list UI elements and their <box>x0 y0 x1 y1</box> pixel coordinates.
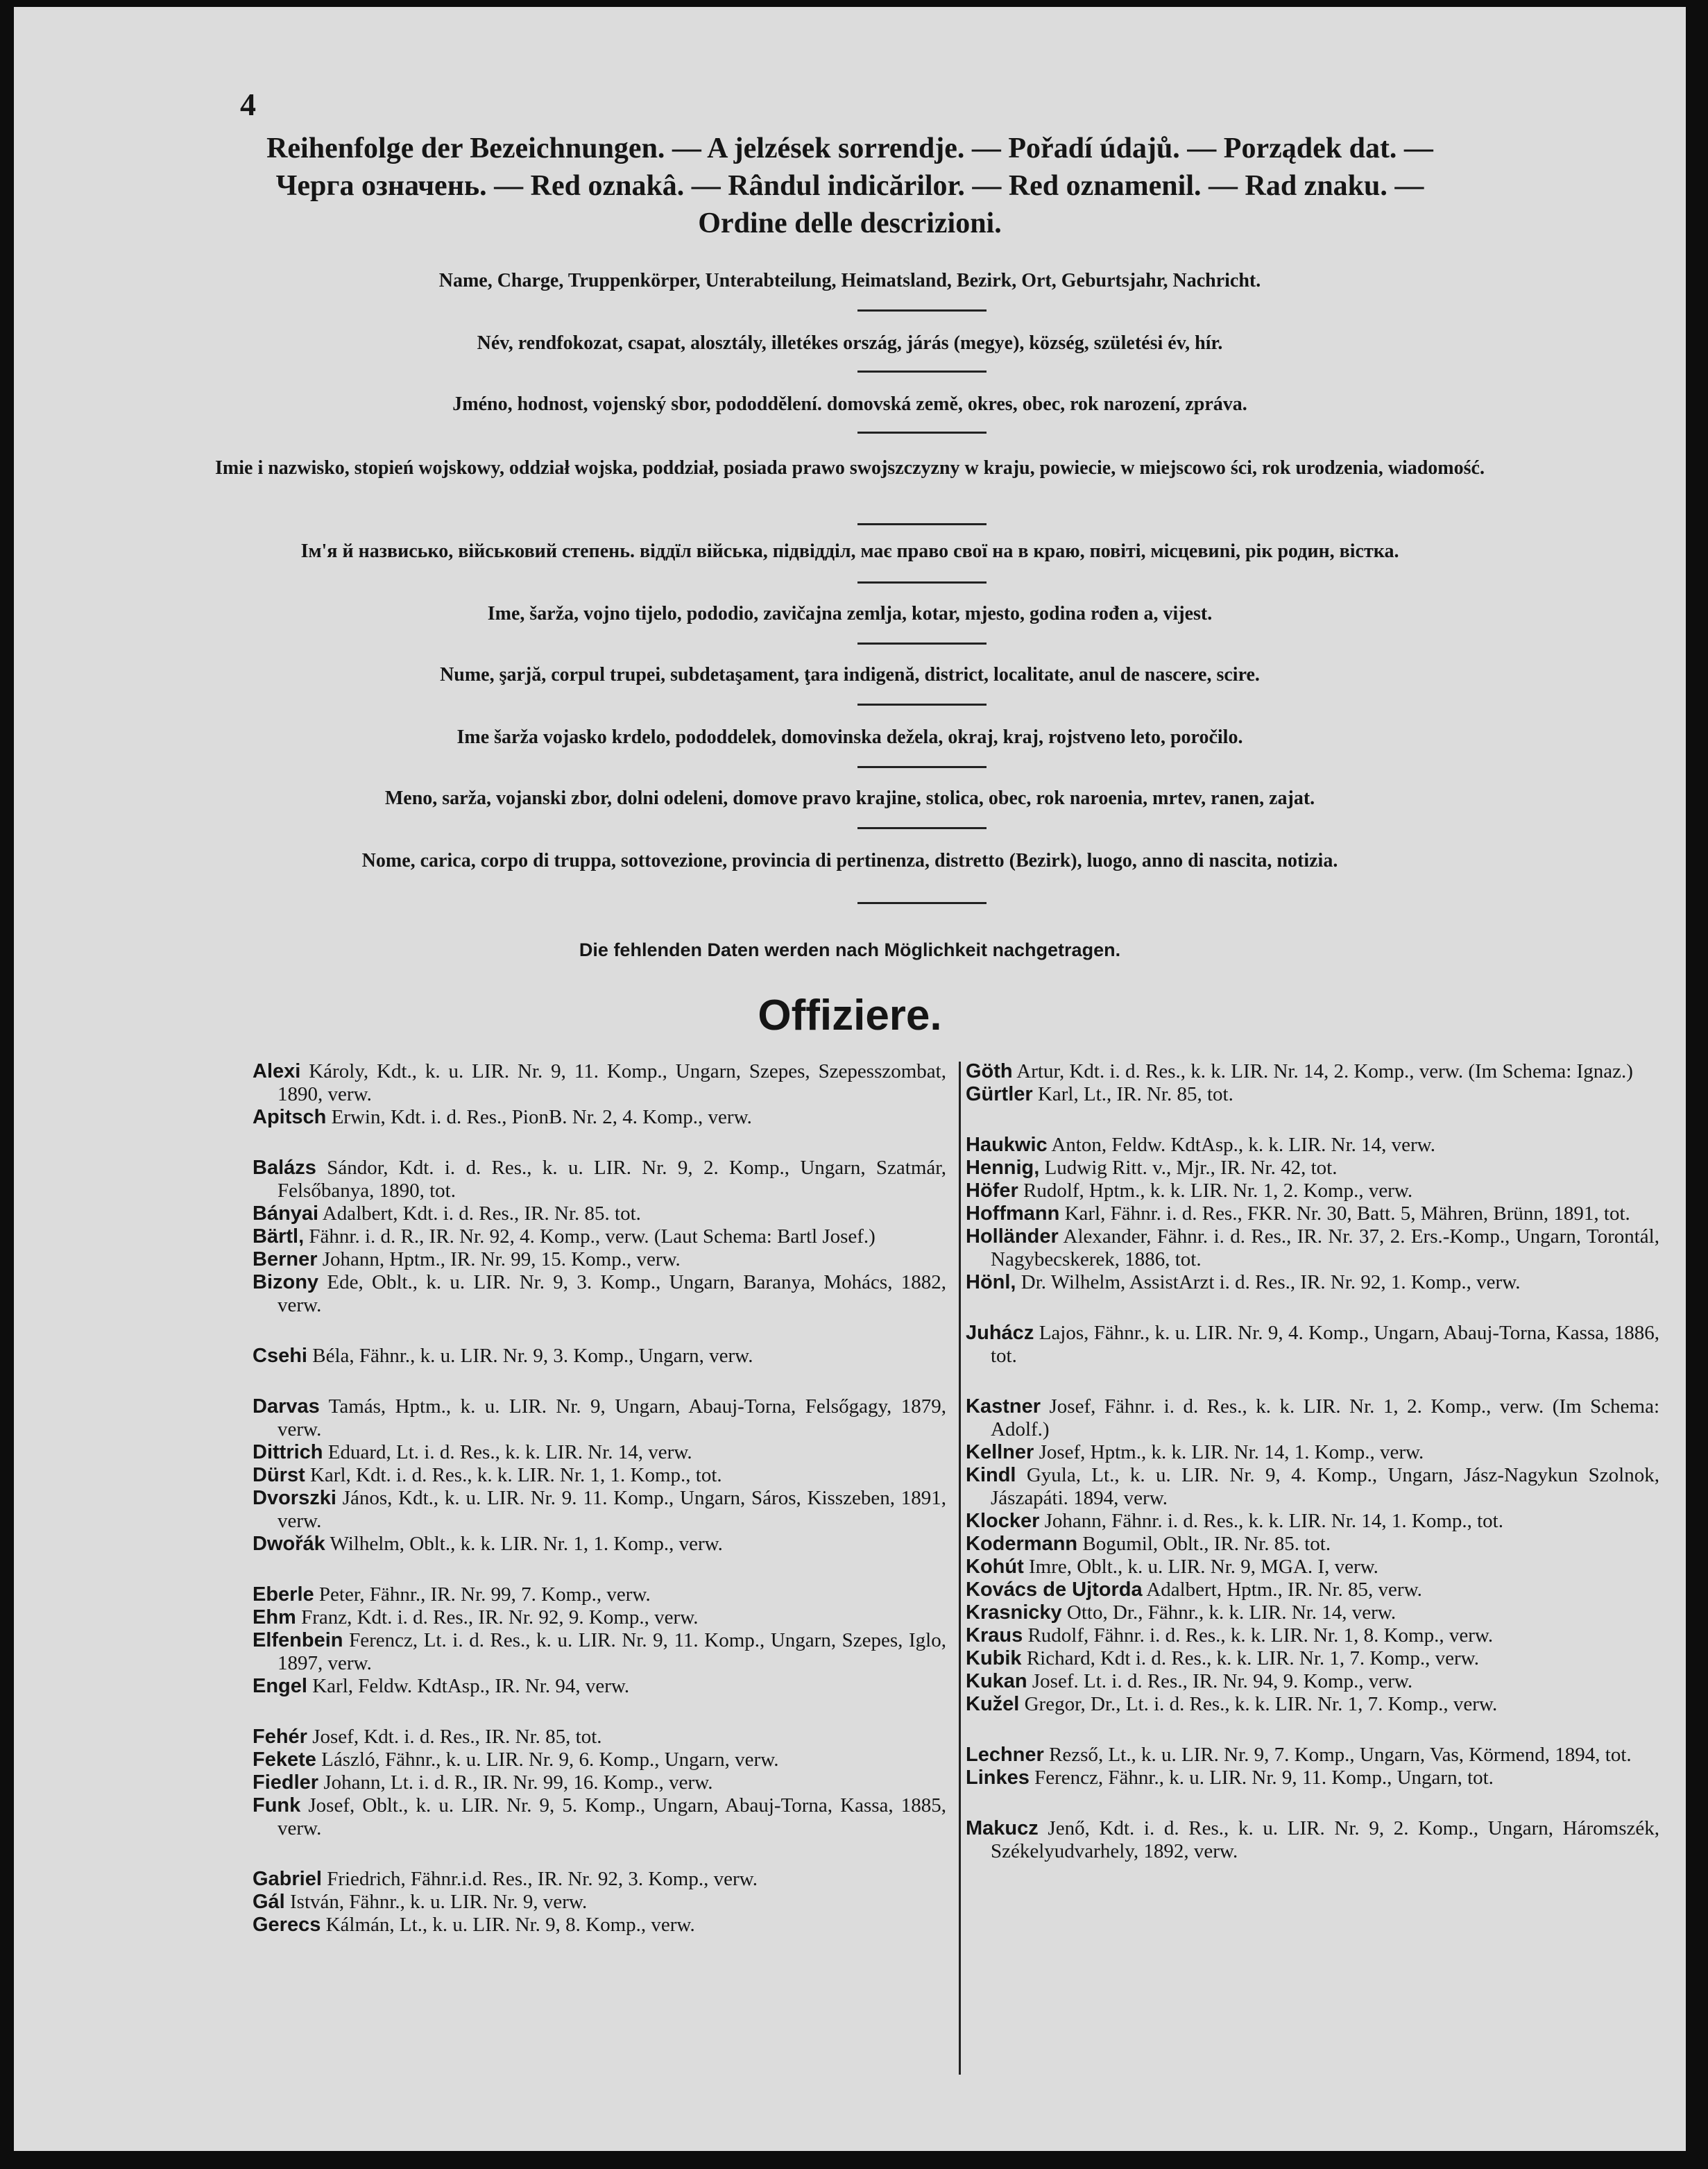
list-entry <box>966 1579 1659 1601</box>
entry-group <box>966 1744 1659 1789</box>
surname: Kellner <box>966 1441 1034 1463</box>
surname: Kubik <box>966 1647 1022 1669</box>
entry-details: Eduard, Lt. i. d. Res., k. k. LIR. Nr. 14, verw. <box>323 1441 692 1463</box>
entry-details: Peter, Fähnr., IR. Nr. 99, 7. Komp., verw. <box>314 1583 651 1606</box>
language-line-sk: Meno, sarža, vojanski zbor, dolni odeleni, domove pravo krajine, stolica, obec, rok naroenia, mrtev, ranen, zajat. <box>384 788 1315 809</box>
entry-details: Josef. Lt. i. d. Res., IR. Nr. 94, 9. Komp., verw. <box>1027 1670 1413 1692</box>
column-divider <box>959 1062 961 2075</box>
right-column <box>966 1060 1659 1891</box>
surname: Apitsch <box>253 1106 327 1128</box>
entry-details: Kálmán, Lt., k. u. LIR. Nr. 9, 8. Komp., verw. <box>321 1914 695 1936</box>
surname: Kraus <box>966 1624 1023 1647</box>
list-entry <box>966 1060 1659 1083</box>
entry-details: Jenő, Kdt. i. d. Res., k. u. LIR. Nr. 9, 2. Komp., Ungarn, Háromszék, Székelyudvarhely, 1892, verw. <box>991 1817 1659 1862</box>
entry-details: Josef, Hptm., k. k. LIR. Nr. 14, 1. Komp., verw. <box>1034 1441 1424 1463</box>
list-entry <box>966 1322 1659 1368</box>
surname: Fekete <box>253 1749 316 1771</box>
entry-group <box>253 1157 946 1317</box>
entry-details: Karl, Feldw. KdtAsp., IR. Nr. 94, verw. <box>307 1675 630 1697</box>
list-entry <box>253 1202 946 1225</box>
surname: Dittrich <box>253 1441 323 1463</box>
list-entry <box>253 1629 946 1675</box>
list-entry <box>253 1583 946 1606</box>
entry-details: Josef, Kdt. i. d. Res., IR. Nr. 85, tot. <box>307 1726 602 1748</box>
surname: Hennig, <box>966 1157 1040 1179</box>
language-line-pl: Imie i nazwisko, stopień wojskowy, oddział wojska, poddział, posiada prawo swojszczyzny w kraju, powiecie, w miejscowo ści, rok urodzenia, wiadomość. <box>215 457 1485 479</box>
entry-details: Gregor, Dr., Lt. i. d. Res., k. k. LIR. Nr. 1, 7. Komp., verw. <box>1019 1693 1498 1715</box>
surname: Ehm <box>253 1606 296 1628</box>
surname: Darvas <box>253 1395 320 1418</box>
list-entry <box>253 1914 946 1937</box>
entry-details: Karl, Fähnr. i. d. Res., FKR. Nr. 30, Batt. 5, Mähren, Brünn, 1891, tot. <box>1059 1202 1630 1225</box>
entry-details: Ferencz, Lt. i. d. Res., k. u. LIR. Nr. 9, 11. Komp., Ungarn, Szepes, Iglo, 1897, verw. <box>277 1629 946 1674</box>
list-entry <box>253 1606 946 1629</box>
language-line-cs: Jméno, hodnost, vojenský sbor, pododdělení. domovská země, okres, obec, rok narození, zpráva. <box>452 393 1247 415</box>
surname: Funk <box>253 1794 301 1817</box>
language-line-uk: Ім'я й назвисько, військовий степень. віддїл війська, підвідділ, має право свої на в краю, повіті, місцевиnі, рік родин, вістка. <box>300 541 1399 562</box>
document-page <box>14 7 1686 2151</box>
separator-rule <box>857 309 987 312</box>
entry-details: Dr. Wilhelm, AssistArzt i. d. Res., IR. Nr. 92, 1. Komp., verw. <box>1016 1271 1521 1293</box>
surname: Makucz <box>966 1817 1039 1839</box>
entry-details: Rudolf, Hptm., k. k. LIR. Nr. 1, 2. Komp., verw. <box>1018 1180 1413 1202</box>
entry-details: Ede, Oblt., k. u. LIR. Nr. 9, 3. Komp., Ungarn, Baranya, Mohács, 1882, verw. <box>277 1271 946 1316</box>
entry-group <box>253 1345 946 1368</box>
surname: Elfenbein <box>253 1629 343 1651</box>
list-entry <box>966 1225 1659 1271</box>
entry-details: Josef, Fähnr. i. d. Res., k. k. LIR. Nr. 1, 2. Komp., verw. (Im Schema: Adolf.) <box>991 1395 1659 1440</box>
entry-details: Ferencz, Fähnr., k. u. LIR. Nr. 9, 11. Komp., Ungarn, tot. <box>1029 1767 1494 1789</box>
list-entry <box>253 1464 946 1487</box>
missing-data-note: Die fehlenden Daten werden nach Möglichkeit nachgetragen. <box>579 939 1121 960</box>
list-entry <box>253 1771 946 1794</box>
entry-details: Fähnr. i. d. R., IR. Nr. 92, 4. Komp., verw. (Laut Schema: Bartl Josef.) <box>304 1225 876 1248</box>
entry-details: Karl, Lt., IR. Nr. 85, tot. <box>1032 1083 1233 1105</box>
left-column <box>253 1060 946 1964</box>
list-entry <box>966 1533 1659 1556</box>
entry-details: Johann, Hptm., IR. Nr. 99, 15. Komp., verw. <box>317 1248 681 1270</box>
language-line-it: Nome, carica, corpo di truppa, sottovezione, provincia di pertinenza, distretto (Bezirk), luogo, anno di nascita, notizia. <box>361 850 1338 871</box>
list-entry <box>253 1271 946 1317</box>
entry-details: Anton, Feldw. KdtAsp., k. k. LIR. Nr. 14, verw. <box>1047 1134 1435 1156</box>
surname: Dvorszki <box>253 1487 336 1509</box>
surname: Haukwic <box>966 1134 1048 1156</box>
entry-group <box>966 1060 1659 1106</box>
language-line-ro: Nume, şarjă, corpul trupei, subdetaşament, ţara indigenă, district, localitate, anul de nascere, scire. <box>440 664 1260 686</box>
list-entry <box>253 1225 946 1248</box>
list-entry <box>966 1510 1659 1533</box>
surname: Fiedler <box>253 1771 319 1794</box>
list-entry <box>253 1749 946 1771</box>
entry-group <box>253 1726 946 1840</box>
list-entry <box>966 1767 1659 1789</box>
entry-details: Imre, Oblt., k. u. LIR. Nr. 9, MGA. I, verw. <box>1023 1556 1378 1578</box>
list-entry <box>966 1157 1659 1180</box>
separator-rule <box>857 523 987 525</box>
entry-details: István, Fähnr., k. u. LIR. Nr. 9, verw. <box>284 1891 588 1913</box>
surname: Krasnicky <box>966 1601 1062 1624</box>
entry-details: Karl, Kdt. i. d. Res., k. k. LIR. Nr. 1, 1. Komp., tot. <box>305 1464 722 1486</box>
list-entry <box>253 1157 946 1202</box>
entry-group <box>966 1395 1659 1716</box>
surname: Berner <box>253 1248 318 1270</box>
entry-details: Lajos, Fähnr., k. u. LIR. Nr. 9, 4. Komp., Ungarn, Abauj-Torna, Kassa, 1886, tot. <box>991 1322 1659 1367</box>
entry-details: Artur, Kdt. i. d. Res., k. k. LIR. Nr. 14, 2. Komp., verw. (Im Schema: Ignaz.) <box>1012 1060 1633 1082</box>
surname: Bányai <box>253 1202 319 1225</box>
entry-group <box>253 1868 946 1937</box>
header-line-2: Черга означень. — Red oznakâ. — Rândul indicărilor. — Red oznamenil. — Rad znaku. — <box>275 170 1424 202</box>
surname: Csehi <box>253 1345 307 1367</box>
entry-details: Richard, Kdt i. d. Res., k. k. LIR. Nr. 1, 7. Komp., verw. <box>1021 1647 1479 1669</box>
list-entry <box>966 1134 1659 1157</box>
entry-details: Ludwig Ritt. v., Mjr., IR. Nr. 42, tot. <box>1039 1157 1338 1179</box>
entry-details: Johann, Lt. i. d. R., IR. Nr. 99, 16. Komp., verw. <box>318 1771 713 1794</box>
surname: Göth <box>966 1060 1013 1082</box>
entry-group <box>966 1322 1659 1368</box>
entry-details: Tamás, Hptm., k. u. LIR. Nr. 9, Ungarn, Abauj-Torna, Felsőgagy, 1879, verw. <box>277 1395 946 1440</box>
list-entry <box>966 1083 1659 1106</box>
list-entry <box>966 1441 1659 1464</box>
list-entry <box>966 1693 1659 1716</box>
surname: Hönl, <box>966 1271 1016 1293</box>
entry-group <box>966 1134 1659 1294</box>
list-entry <box>253 1395 946 1441</box>
surname: Fehér <box>253 1726 307 1748</box>
entry-group <box>253 1583 946 1698</box>
entry-details: Otto, Dr., Fähnr., k. k. LIR. Nr. 14, verw. <box>1061 1601 1397 1624</box>
list-entry <box>253 1106 946 1129</box>
entry-details: Johann, Fähnr. i. d. Res., k. k. LIR. Nr. 14, 1. Komp., tot. <box>1039 1510 1503 1532</box>
separator-rule <box>857 827 987 829</box>
entry-details: Josef, Oblt., k. u. LIR. Nr. 9, 5. Komp., Ungarn, Abauj-Torna, Kassa, 1885, verw. <box>277 1794 946 1839</box>
entry-group <box>966 1817 1659 1863</box>
surname: Hoffmann <box>966 1202 1060 1225</box>
surname: Gál <box>253 1891 285 1913</box>
list-entry <box>253 1726 946 1749</box>
list-entry <box>966 1647 1659 1670</box>
language-line-sl: Ime šarža vojasko krdelo, pododdelek, domovinska dežela, okraj, kraj, rojstveno leto, poročilo. <box>456 726 1243 748</box>
entry-group <box>253 1060 946 1129</box>
list-entry <box>966 1271 1659 1294</box>
entry-details: Bogumil, Oblt., IR. Nr. 85. tot. <box>1077 1533 1331 1555</box>
header-line-3: Ordine delle descrizioni. <box>698 207 1002 239</box>
section-title: Offiziere. <box>758 992 942 1039</box>
list-entry <box>253 1675 946 1698</box>
language-line-hr: Ime, šarža, vojno tijelo, pododio, zavičajna zemlja, kotar, mjesto, godina rođen a, vijest. <box>487 603 1213 624</box>
surname: Holländer <box>966 1225 1059 1248</box>
list-entry <box>966 1202 1659 1225</box>
list-entry <box>253 1248 946 1271</box>
surname: Gabriel <box>253 1868 322 1890</box>
separator-rule <box>857 643 987 645</box>
surname: Kohút <box>966 1556 1024 1578</box>
entry-details: Adalbert, Hptm., IR. Nr. 85, verw. <box>1142 1579 1422 1601</box>
surname: Balázs <box>253 1157 316 1179</box>
entry-details: János, Kdt., k. u. LIR. Nr. 9. 11. Komp., Ungarn, Sáros, Kisszeben, 1891, verw. <box>277 1487 946 1532</box>
surname: Klocker <box>966 1510 1040 1532</box>
surname: Kužel <box>966 1693 1020 1715</box>
list-entry <box>966 1464 1659 1510</box>
list-entry <box>253 1441 946 1464</box>
separator-rule <box>857 432 987 434</box>
entry-details: Béla, Fähnr., k. u. LIR. Nr. 9, 3. Komp., Ungarn, verw. <box>307 1345 753 1367</box>
surname: Kastner <box>966 1395 1041 1418</box>
separator-rule <box>857 766 987 768</box>
entry-details: Sándor, Kdt. i. d. Res., k. u. LIR. Nr. 9, 2. Komp., Ungarn, Szatmár, Felsőbanya, 1890, tot. <box>277 1157 946 1202</box>
surname: Kindl <box>966 1464 1016 1486</box>
entry-details: Wilhelm, Oblt., k. k. LIR. Nr. 1, 1. Komp., verw. <box>325 1533 723 1555</box>
list-entry <box>253 1345 946 1368</box>
entry-details: Franz, Kdt. i. d. Res., IR. Nr. 92, 9. Komp., verw. <box>296 1606 699 1628</box>
separator-rule <box>857 902 987 904</box>
list-entry <box>966 1670 1659 1693</box>
surname: Alexi <box>253 1060 301 1082</box>
surname: Lechner <box>966 1744 1044 1766</box>
entry-details: Gyula, Lt., k. u. LIR. Nr. 9, 4. Komp., Ungarn, Jász-Nagykun Szolnok, Jászapáti. 1894, verw. <box>991 1464 1659 1509</box>
entry-group <box>253 1395 946 1556</box>
surname: Dürst <box>253 1464 305 1486</box>
list-entry <box>966 1180 1659 1202</box>
surname: Kodermann <box>966 1533 1078 1555</box>
list-entry <box>253 1794 946 1840</box>
list-entry <box>253 1533 946 1556</box>
entry-details: Friedrich, Fähnr.i.d. Res., IR. Nr. 92, 3. Komp., verw. <box>321 1868 758 1890</box>
language-line-de: Name, Charge, Truppenkörper, Unterabteilung, Heimatsland, Bezirk, Ort, Geburtsjahr, Nachricht. <box>438 270 1261 291</box>
entry-details: Alexander, Fähnr. i. d. Res., IR. Nr. 37, 2. Ers.-Komp., Ungarn, Torontál, Nagybecskerek, 1886, tot. <box>991 1225 1659 1270</box>
list-entry <box>966 1556 1659 1579</box>
separator-rule <box>857 581 987 584</box>
surname: Juhácz <box>966 1322 1034 1344</box>
surname: Bizony <box>253 1271 319 1293</box>
list-entry <box>966 1744 1659 1767</box>
surname: Höfer <box>966 1180 1018 1202</box>
list-entry <box>253 1060 946 1106</box>
entry-details: Rezső, Lt., k. u. LIR. Nr. 9, 7. Komp., Ungarn, Vas, Körmend, 1894, tot. <box>1043 1744 1632 1766</box>
list-entry <box>966 1817 1659 1863</box>
list-entry <box>966 1395 1659 1441</box>
surname: Engel <box>253 1675 307 1697</box>
list-entry <box>253 1868 946 1891</box>
entry-details: László, Fähnr., k. u. LIR. Nr. 9, 6. Komp., Ungarn, verw. <box>316 1749 779 1771</box>
surname: Gerecs <box>253 1914 321 1936</box>
separator-rule <box>857 371 987 373</box>
list-entry <box>966 1624 1659 1647</box>
entry-details: Erwin, Kdt. i. d. Res., PionB. Nr. 2, 4. Komp., verw. <box>326 1106 752 1128</box>
list-entry <box>966 1601 1659 1624</box>
page-number: 4 <box>240 87 256 122</box>
entry-details: Adalbert, Kdt. i. d. Res., IR. Nr. 85. tot. <box>318 1202 641 1225</box>
surname: Dwořák <box>253 1533 325 1555</box>
separator-rule <box>857 704 987 706</box>
surname: Kukan <box>966 1670 1027 1692</box>
entry-details: Rudolf, Fähnr. i. d. Res., k. k. LIR. Nr. 1, 8. Komp., verw. <box>1023 1624 1494 1647</box>
surname: Kovács de Ujtorda <box>966 1579 1143 1601</box>
surname: Linkes <box>966 1767 1030 1789</box>
surname: Gürtler <box>966 1083 1033 1105</box>
surname: Eberle <box>253 1583 314 1606</box>
list-entry <box>253 1487 946 1533</box>
header-line-1: Reihenfolge der Bezeichnungen. — A jelzések sorrendje. — Pořadí údajů. — Porządek dat. — <box>266 133 1433 164</box>
language-line-hu: Név, rendfokozat, csapat, alosztály, illetékes ország, járás (megye), község, születési év, hír. <box>477 332 1223 354</box>
surname: Bärtl, <box>253 1225 305 1248</box>
list-entry <box>253 1891 946 1914</box>
entry-details: Károly, Kdt., k. u. LIR. Nr. 9, 11. Komp., Ungarn, Szepes, Szepesszombat, 1890, verw. <box>277 1060 946 1105</box>
